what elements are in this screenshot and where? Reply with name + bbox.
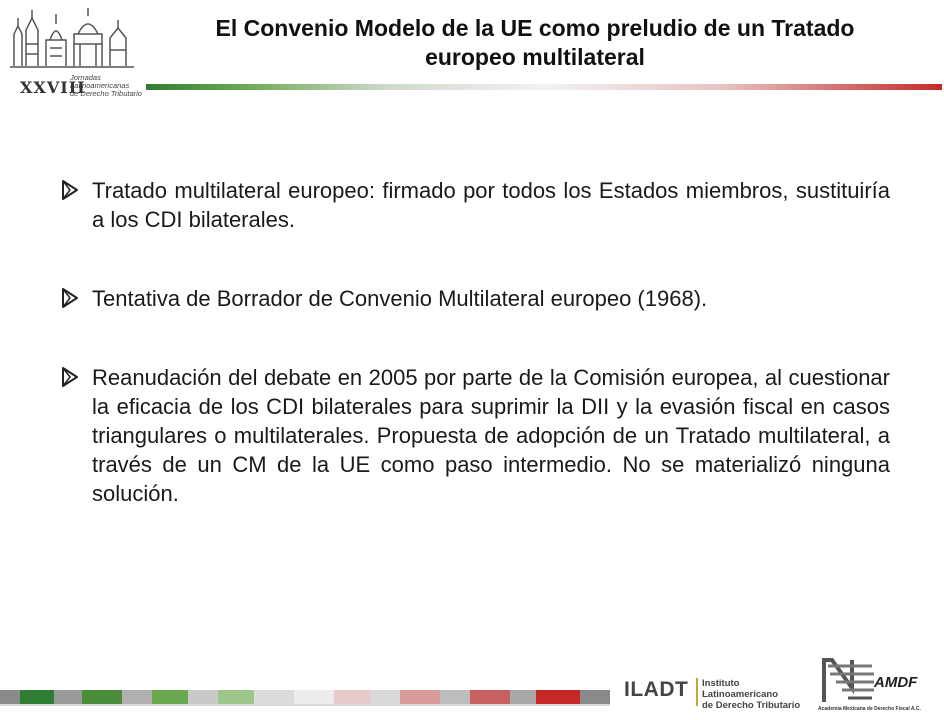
page-title [150,14,920,72]
page-title-line1: El Convenio Modelo de la UE como preludio de un Tratado [215,15,855,41]
amdf-abbr: AMDF [874,674,918,691]
amdf-caption: Academia Mexicana de Derecho Fiscal A.C. [818,706,921,712]
amdf-logo [818,652,944,718]
jornadas-caption-text [70,74,150,98]
bullet-item [60,176,890,234]
iladt-logo [622,672,812,712]
jornadas-numeral: XXVIII [20,78,86,97]
amdf-emblem-icon [818,652,878,704]
jornadas-caption-line1: Jornadas Latinoamericanas [70,73,130,90]
jornadas-logo [8,4,140,96]
bullet-item [60,284,890,313]
bullet-text: Reanudación del debate en 2005 por parte de la Comisión europea, al cuestionar la eficacia de los CDI bilaterales para suprimir la DII y la evasión fiscal en casos triangulares o multilaterales. Propuesta de adopción de un Tratado multilateral, a través de un CM de la UE como paso intermedio. No se materializó ninguna solución. [92,365,890,506]
arrowhead-bullet-icon [60,178,80,202]
bullet-item [60,363,890,508]
arrowhead-bullet-icon [60,286,80,310]
iladt-abbr: ILADT [624,678,689,701]
page-title-line2: europeo multilateral [425,44,645,70]
bullet-text: Tentativa de Borrador de Convenio Multilateral europeo (1968). [92,286,708,311]
iladt-fullname [702,678,812,711]
iladt-line2: de Derecho Tributario [702,700,801,711]
bullet-text: Tratado multilateral europeo: firmado por todos los Estados miembros, sustituiría a los CDI bilaterales. [92,178,890,232]
monument-skyline-icon [8,4,140,70]
arrowhead-bullet-icon [60,365,80,389]
iladt-separator [696,678,698,706]
title-underline-gradient [146,84,942,90]
footer-color-band [0,690,610,704]
footer-divider [0,704,610,706]
iladt-line1: Instituto Latinoamericano [702,678,779,700]
jornadas-caption-line2: de Derecho Tributario [70,89,142,98]
